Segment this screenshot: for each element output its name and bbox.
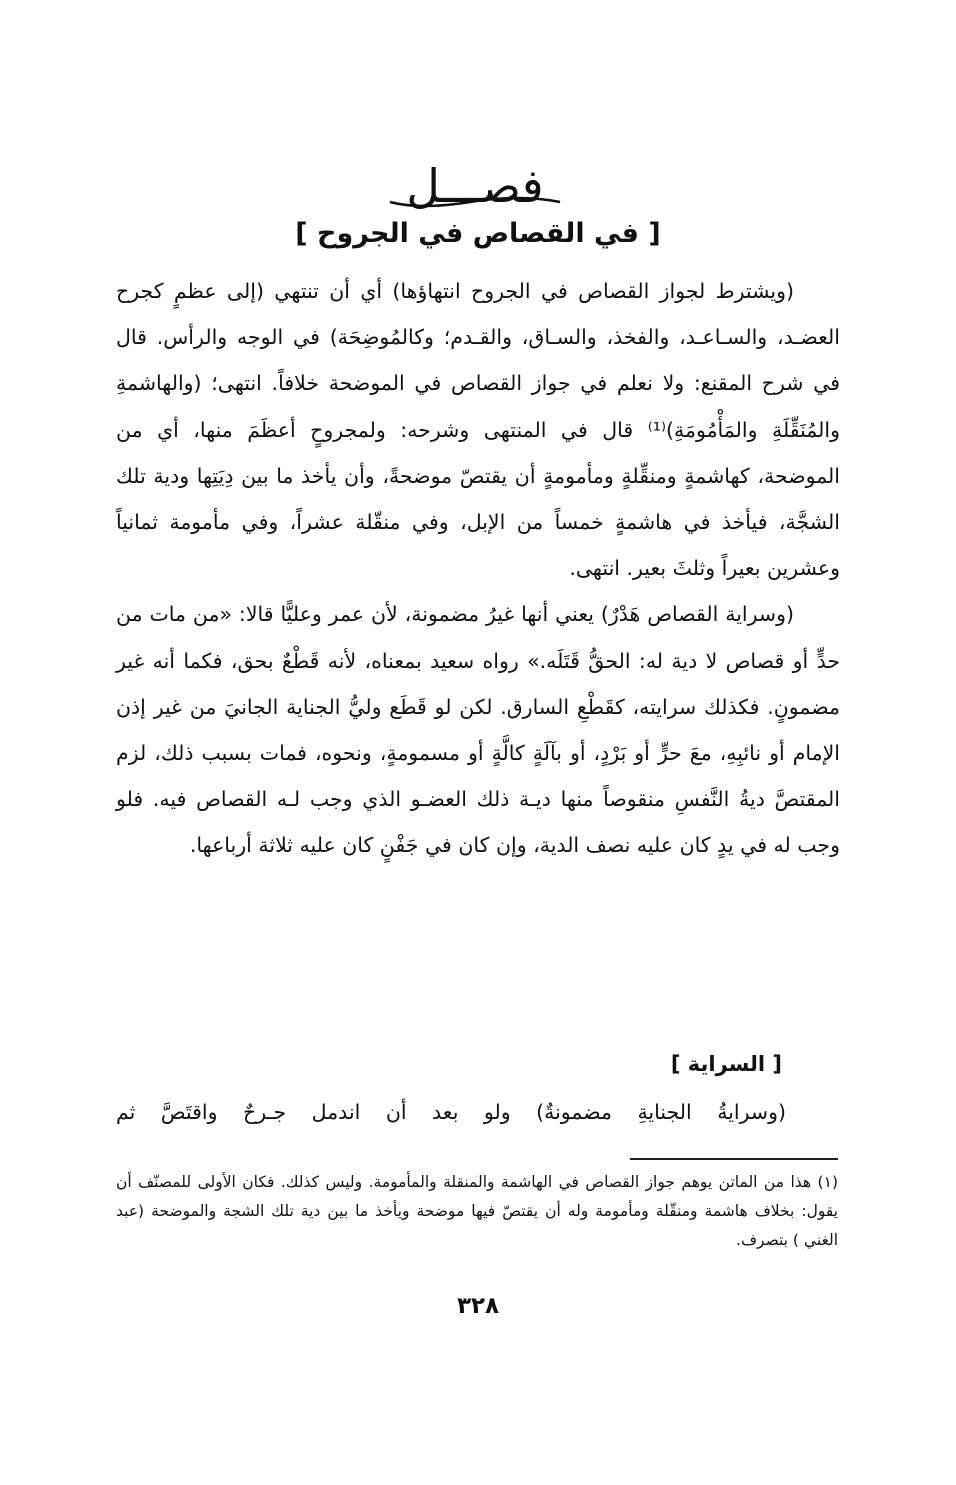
chapter-title: [ في القصاص في الجروح ] — [295, 218, 661, 249]
footnote-1: (١) هذا من الماتن يوهم جواز القصاص في الهاشمة والمنقلة والمأمومة. وليس كذلك. فكان الأولى للمصنّف أن يقول: بخلاف هاشمة ومنقّلة ومأمومة وله أن يقتصّ فيها موضحة ويأخذ ما بين دية تلك الشجة والموضحة (عبد الغني ) بتصرف. — [116, 1173, 838, 1249]
paragraph-1: (ويشترط لجواز القصاص في الجروح انتهاؤها) أي أن تنتهي (إلى عظمٍ كجرح العضـد، والسـاعـد، والفخذ، والسـاق، والقـدم؛ وكالمُوضِحَة) في الوجه والرأس. قال في شرح المقنع: ولا نعلم في جواز القصاص في الموضحة خلافاً. انتهى؛ (والهاشمةِ والمُنَقِّلَةِ والمَأْمُومَةِ)⁽¹⁾ قال في المنتهى وشرحه: ولمجروحٍ أعظَمَ منها، أي من الموضحة، كهاشمةٍ ومنقِّلةٍ ومأمومةٍ أن يقتصّ موضحةً، وأن يأخذ ما بين دِيَتِها ودية تلك الشجَّة، فيأخذ في هاشمةٍ خمساً من الإبل، وفي منقّلة عشراً، وفي مأمومة ثمانياً وعشرين بعيراً وثلثَ بعير. انتهى. — [116, 279, 840, 581]
ornament-flourish-icon — [330, 158, 620, 214]
main-text — [116, 268, 840, 869]
ornament-heading-text: فصـــل — [406, 159, 544, 213]
paragraph-2: (وسراية القصاص هَدْرٌ) يعني أنها غيرُ مضمونة، لأن عمر وعليًّا قالا: «من مات من حدٍّ أو قصاص لا دية له: الحقُّ قَتَلَه.» رواه سعيد بمعناه، لأنه قَطْعٌ بحق، فكما أنه غير مضمونٍ. فكذلك سرايته، كقَطْعِ السارق. لكن لو قَطَع وليُّ الجناية الجانيَ من غير إذن الإمام أو نائبِهِ، معَ حرٍّ أو بَرْدٍ، أو بآلَةٍ كالَّةٍ أو مسمومةٍ، ونحوه، فمات بسبب ذلك، لزم المقتصَّ ديةُ النَّفسِ منقوصاً منها ديـة ذلك العضـو الذي وجب لـه القصاص فيه. فلو وجب له في يدٍ كان عليه نصف الدية، وإن كان في جَفْنٍ كان عليه ثلاثة أرباعها. — [116, 602, 840, 858]
ornament-heading — [330, 158, 620, 214]
page-number: ٣٢٨ — [456, 1293, 500, 1319]
footnote-divider — [630, 1158, 838, 1160]
paragraph-3: (وسرايةُ الجنايةِ مضمونةٌ) ولو بعد أن اندمل جـرحٌ واقتَصَّ ثم — [116, 1100, 786, 1124]
footnotes — [116, 1168, 838, 1255]
section-heading: [ السراية ] — [670, 1052, 782, 1076]
